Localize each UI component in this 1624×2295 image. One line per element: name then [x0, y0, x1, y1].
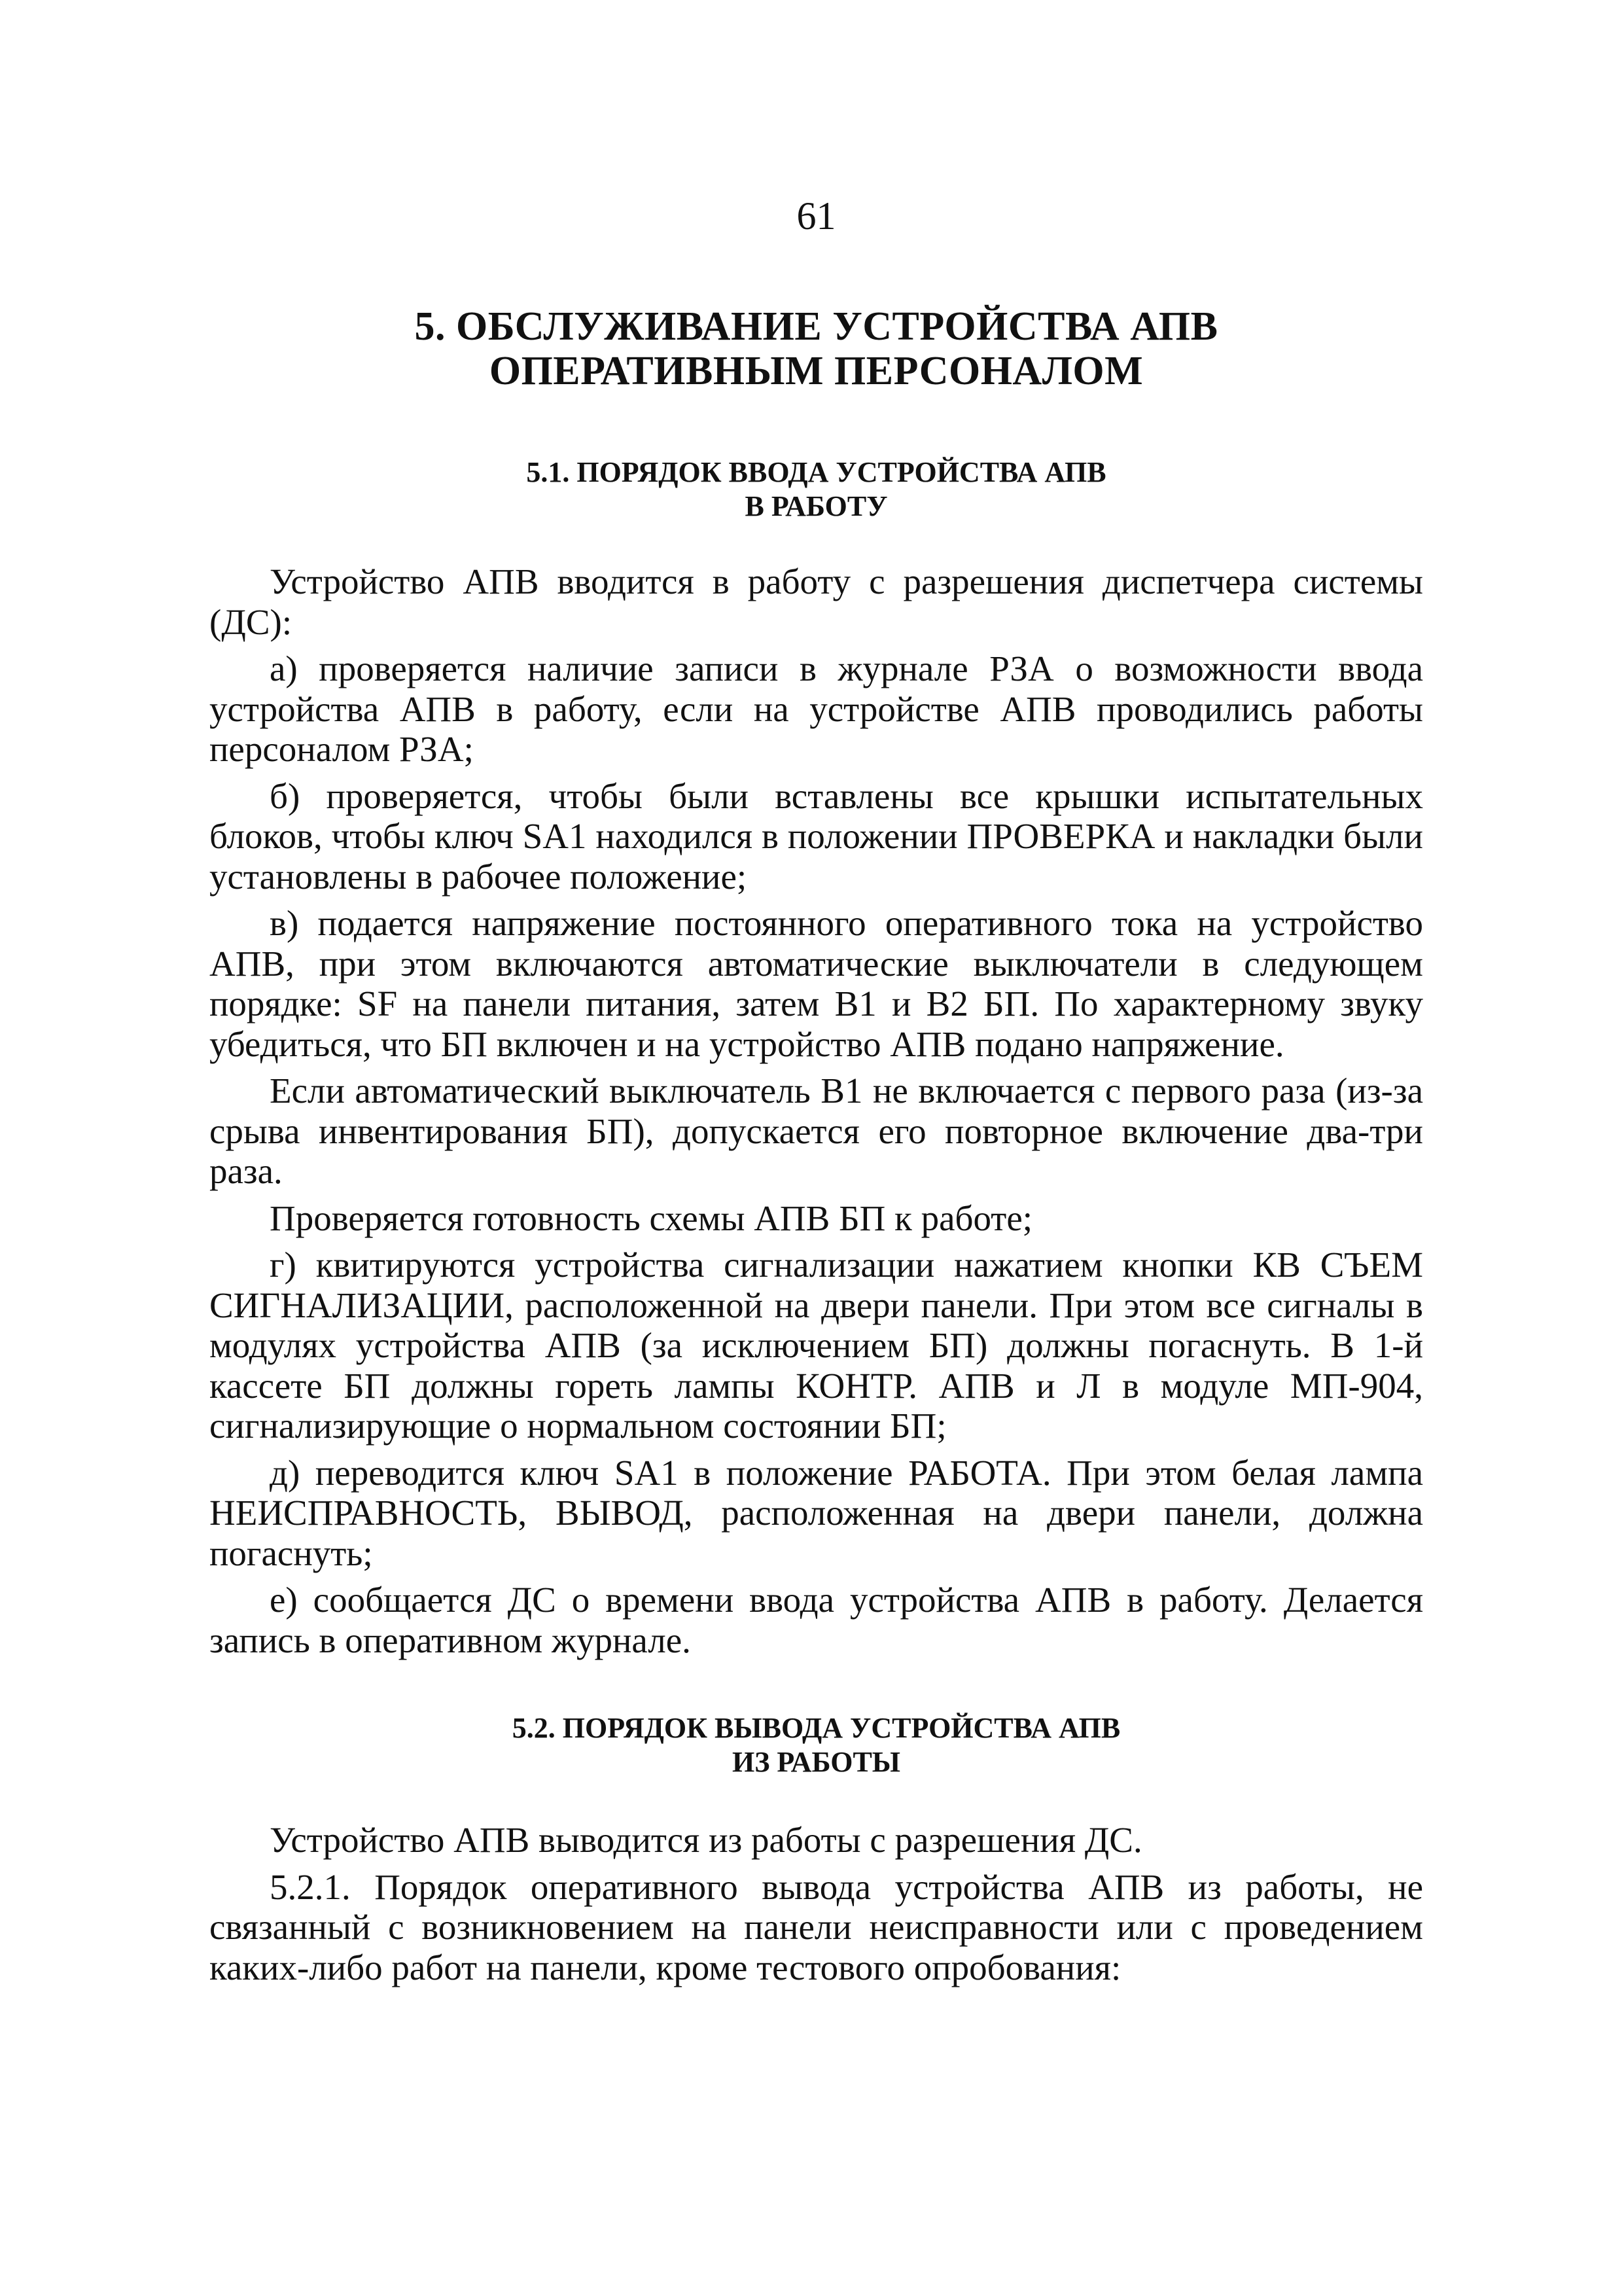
paragraph-item-g: г) квитируются устройства сигнализации нажатием кнопки КВ СЪЕМ СИГНАЛИЗАЦИИ, расположенной на двери панели. При этом все сигналы в модулях устройства АПВ (за исключением БП) должны погаснуть. В 1-й кассете БП должны гореть лампы КОНТР. АПВ и Л в модуле МП-904, сигнализирующие о нормальном состоянии БП; — [209, 1245, 1423, 1446]
document-page — [209, 196, 1423, 1987]
paragraph-item-v: в) подается напряжение постоянного оперативного тока на устройство АПВ, при этом включаются автоматические выключатели в следующем порядке: SF на панели питания, затем В1 и В2 БП. По характерному звуку убедиться, что БП включен и на устройство АПВ подано напряжение. — [209, 903, 1423, 1064]
chapter-title-line-1: 5. ОБСЛУЖИВАНИЕ УСТРОЙСТВА АПВ — [414, 304, 1218, 349]
paragraph-5-2-1: 5.2.1. Порядок оперативного вывода устройства АПВ из работы, не связанный с возникновением на панели неисправности или с проведением каких-либо работ на панели, кроме тестового опробования: — [209, 1866, 1423, 1987]
section-title-5-2 — [209, 1711, 1423, 1779]
section-title-5-2-line-1: 5.2. ПОРЯДОК ВЫВОДА УСТРОЙСТВА АПВ — [512, 1712, 1121, 1744]
paragraph-item-b: б) проверяется, чтобы были вставлены все крышки испытательных блоков, чтобы ключ SA1 находился в положении ПРОВЕРКА и накладки были установлены в рабочее положение; — [209, 775, 1423, 897]
section-title-5-1 — [209, 455, 1423, 524]
chapter-title-line-2: ОПЕРАТИВНЫМ ПЕРСОНАЛОМ — [489, 349, 1144, 393]
paragraph-item-e: е) сообщается ДС о времени ввода устройства АПВ в работу. Делается запись в оперативном журнале. — [209, 1580, 1423, 1660]
paragraph-intro: Устройство АПВ вводится в работу с разрешения диспетчера системы (ДС): — [209, 561, 1423, 642]
chapter-title — [209, 304, 1423, 393]
paragraph-readiness: Проверяется готовность схемы АПВ БП к работе; — [270, 1198, 1033, 1238]
paragraph-breaker-note: Если автоматический выключатель В1 не включается с первого раза (из-за срыва инвентирования БП), допускается его повторное включение два-три раза. — [209, 1071, 1423, 1191]
section-title-5-1-line-1: 5.1. ПОРЯДОК ВВОДА УСТРОЙСТВА АПВ — [526, 456, 1106, 488]
page-number: 61 — [796, 194, 836, 238]
paragraph-item-d: д) переводится ключ SA1 в положение РАБОТА. При этом белая лампа НЕИСПРАВНОСТЬ, ВЫВОД, расположенная на двери панели, должна погаснуть; — [209, 1452, 1423, 1573]
section-title-5-2-line-2: ИЗ РАБОТЫ — [732, 1746, 901, 1778]
section-title-5-1-line-2: В РАБОТУ — [745, 490, 888, 522]
paragraph-withdrawal-intro: Устройство АПВ выводится из работы с разрешения ДС. — [270, 1820, 1142, 1860]
paragraph-item-a: а) проверяется наличие записи в журнале РЗА о возможности ввода устройства АПВ в работу, если на устройстве АПВ проводились работы персоналом РЗА; — [209, 649, 1423, 769]
